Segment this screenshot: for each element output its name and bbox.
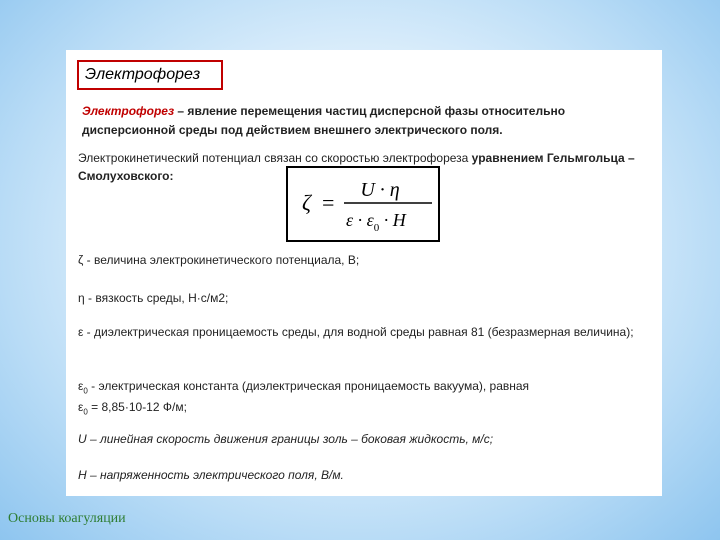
formula-equals: =: [322, 190, 335, 215]
definition-text: [82, 102, 652, 140]
def-h: H – напряженность электрического поля, В/м.: [78, 468, 344, 482]
def-eps0-sub: 0: [83, 386, 88, 396]
def-epsilon: ε - диэлектрическая проницаемость среды, для водной среды равная 81 (безразмерная величина);: [78, 325, 634, 339]
formula-den-rest: · H: [379, 210, 406, 230]
def-eps0-text2: = 8,85·10-12 Ф/м;: [87, 400, 187, 415]
def-eps0-sym: ε: [78, 379, 84, 393]
def-eps0-sub2: 0: [83, 407, 88, 417]
footer-label: Основы коагуляции: [8, 511, 126, 526]
formula-denominator: [346, 210, 407, 234]
formula-den-sub: 0: [373, 222, 380, 234]
equation-intro-text: Электрокинетический потенциал связан со скоростью электрофореза: [78, 151, 472, 165]
def-eta: η - вязкость среды, Н·с/м2;: [78, 291, 229, 305]
def-eps0-sym2: ε: [78, 400, 84, 415]
formula-numerator: U · η: [360, 179, 400, 201]
def-eps0-text1: - электрическая константа (диэлектрическая проницаемость вакуума), равная: [87, 379, 530, 393]
def-zeta: ζ - величина электрокинетического потенциала, В;: [78, 253, 360, 267]
def-epsilon0: [78, 378, 653, 421]
definition-term: Электрофорез: [82, 104, 175, 118]
definition-rest: – явление перемещения частиц дисперсной фазы относительно дисперсионной среды под действием внешнего электрического поля.: [82, 104, 566, 137]
formula-box: [286, 166, 440, 242]
slide-title: Электрофорез: [77, 60, 223, 90]
slide-card: [66, 50, 662, 496]
formula-den-eps: ε · ε: [346, 210, 374, 230]
equation-intro-bold: уравнением Гельмгольца – Смолуховского:: [78, 151, 635, 183]
def-u: U – линейная скорость движения границы золь – боковая жидкость, м/с;: [78, 432, 494, 446]
formula-lhs: ζ: [302, 190, 311, 215]
formula: [288, 168, 438, 240]
